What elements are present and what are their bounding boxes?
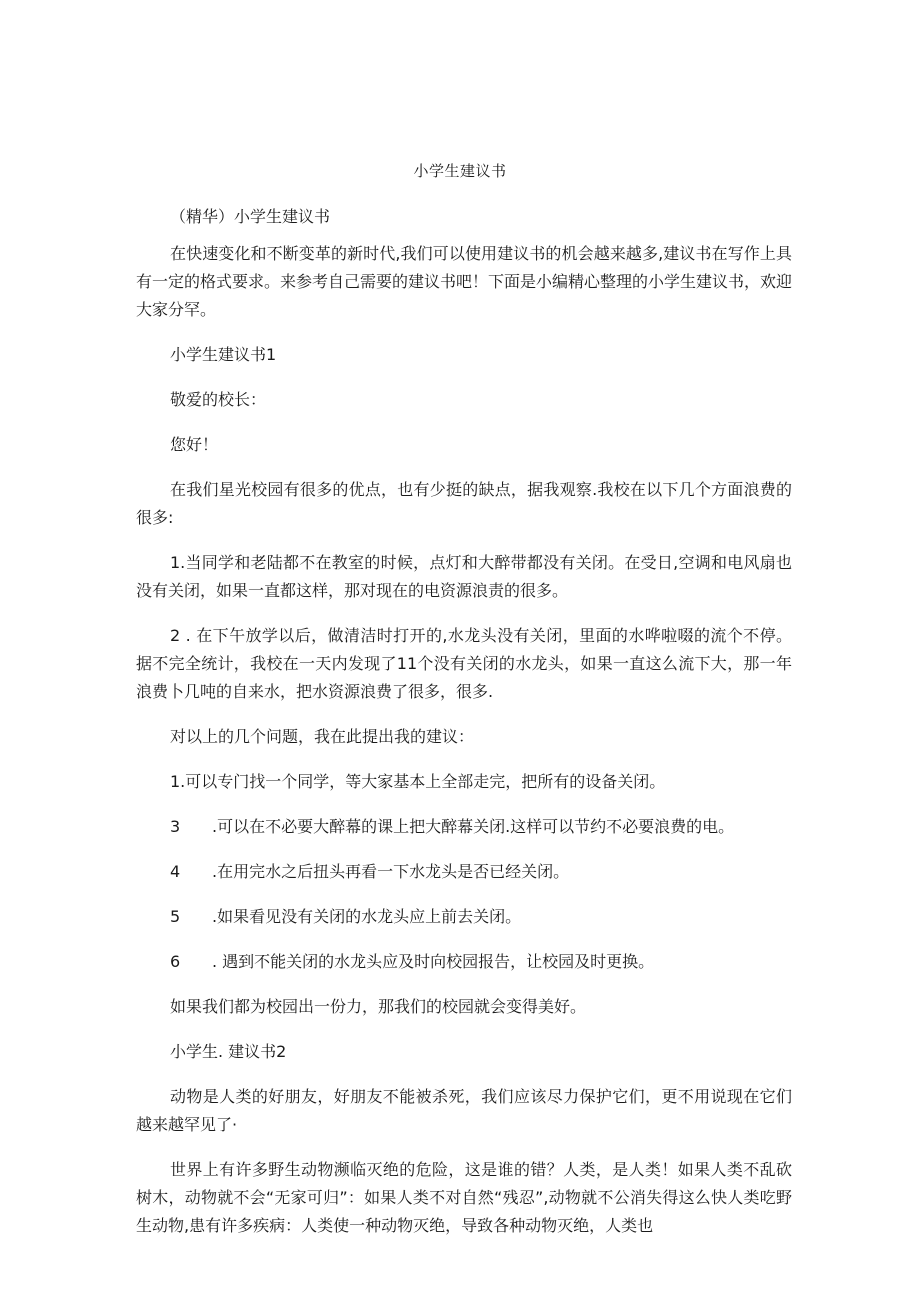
salutation: 敬爱的校长： [170, 390, 267, 409]
suggestion-1: 1.可以专门找一个同学，等大家基本上全部走完，把所有的设备关闭。 [170, 772, 666, 791]
letter2-heading: 小学生. 建议书2 [170, 1042, 287, 1061]
suggestion-5 [136, 903, 792, 931]
suggestion-number: 4 [170, 862, 181, 881]
document-title: 小学生建议书 [413, 162, 507, 180]
greeting: 您好！ [170, 435, 219, 454]
suggestion-6 [136, 948, 792, 976]
subtitle: （精华）小学生建议书 [170, 207, 331, 226]
suggestion-3 [136, 813, 792, 841]
proposal-intro: 对以上的几个问题，我在此提出我的建议： [170, 727, 475, 746]
suggestion-4 [136, 858, 792, 886]
suggestion-text: .在用完水之后扭头再看一下水龙头是否已经关闭。 [212, 862, 570, 881]
opening-paragraph: 在我们星光校园有很多的优点，也有少挺的缺点，据我观察.我校在以下几个方面浪费的很多: [136, 480, 792, 527]
intro-paragraph: 在快速变化和不断变革的新时代,我们可以使用建议书的机会越来越多,建议书在写作上具有一定的格式要求。来参考自己需要的建议书吧！下面是小编精心整理的小学生建议书，欢迎大家分罕。 [136, 244, 793, 319]
problem-1: 1.当同学和老陆都不在教室的时候，点灯和大醉带都没有关闭。在受日,空调和电风扇也没有关闭，如果一直都这样，那对现在的电资源浪责的很多。 [136, 553, 792, 600]
letter2-paragraph-2: 世界上有许多野生动物濒临灭绝的危险，这是谁的错？人类，是人类！如果人类不乱砍树木，动物就不会“无家可归”：如果人类不对自然“残忍”,动物就不公消失得这么快人类吃野生动物,患有许多疾病：人类使一种动物灭绝，导致各种动物灭绝，人类也 [136, 1160, 792, 1235]
problem-2: 2 . 在下午放学以后，做清洁时打开的,水龙头没有关闭，里面的水哗啦啜的流个不停。据不完全统计，我校在一天内发现了11个没有关闭的水龙头，如果一直这么流下大，那一年浪费卜几吨的自来水，把水资源浪费了很多，很多. [136, 626, 792, 701]
suggestion-number: 5 [170, 907, 181, 926]
suggestion-text: .可以在不必要大醉幕的课上把大醉幕关闭.这样可以节约不必要浪费的电。 [212, 817, 735, 836]
suggestion-number: 3 [170, 817, 181, 836]
document-body [136, 203, 792, 1240]
closing-paragraph: 如果我们都为校园出一份力，那我们的校园就会变得美好。 [170, 997, 587, 1016]
letter1-heading: 小学生建议书1 [170, 345, 277, 364]
suggestion-text: . 遇到不能关闭的水龙头应及时向校园报告，让校园及时更换。 [212, 952, 655, 971]
letter2-paragraph-1: 动物是人类的好朋友，好朋友不能被杀死，我们应该尽力保护它们，更不用说现在它们越来越罕见了· [136, 1087, 792, 1134]
suggestion-text: .如果看见没有关闭的水龙头应上前去关闭。 [212, 907, 522, 926]
suggestion-number: 6 [170, 952, 181, 971]
